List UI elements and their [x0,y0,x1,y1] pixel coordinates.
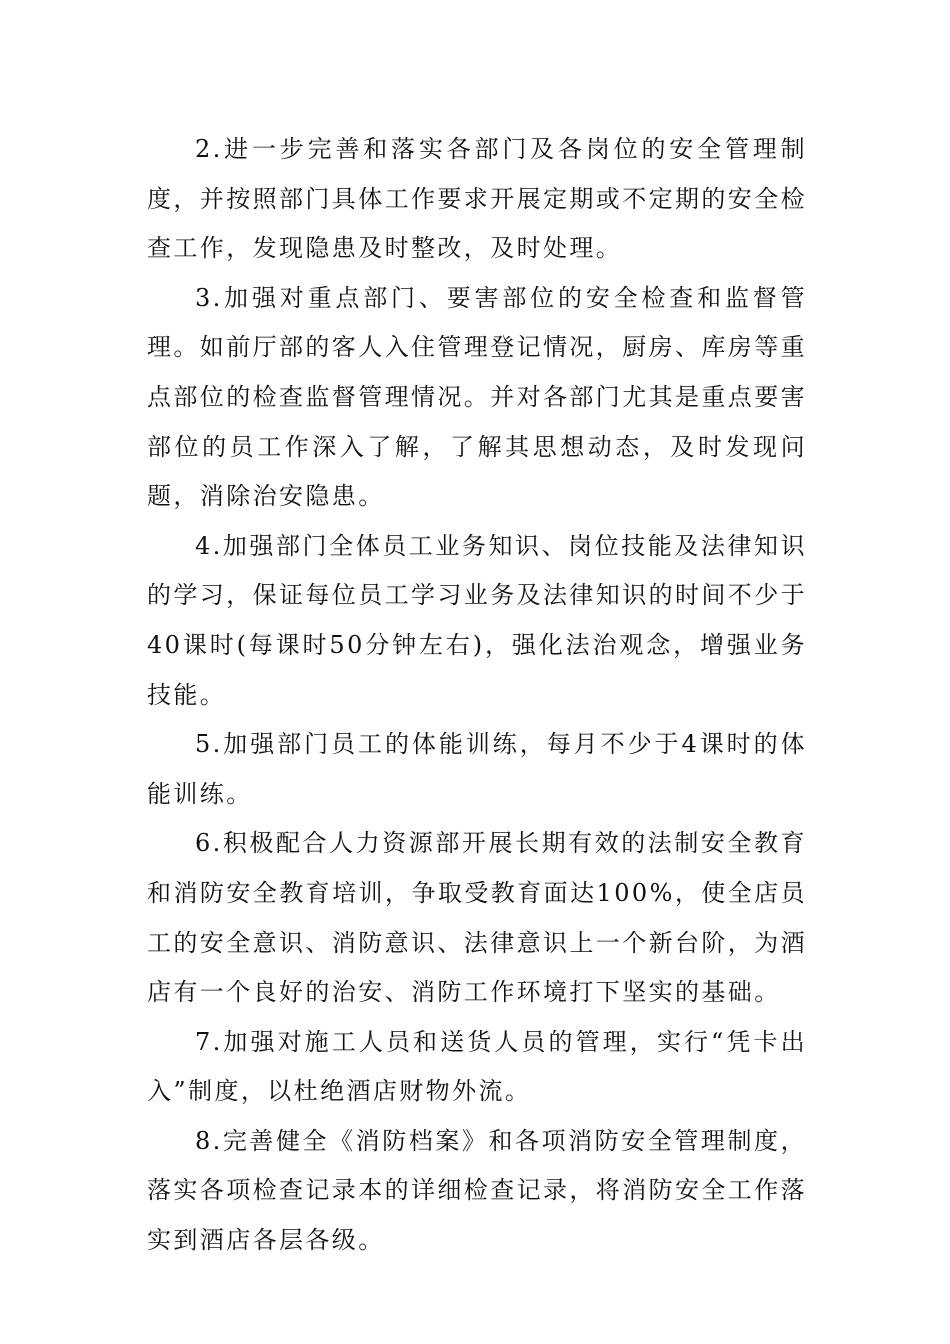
document-body [147,125,807,1266]
paragraph-item-8: 8.完善健全《消防档案》和各项消防安全管理制度，落实各项检查记录本的详细检查记录，将消防安全工作落实到酒店各层各级。 [147,1126,807,1255]
paragraph-item-7: 7.加强对施工人员和送货人员的管理，实行“凭卡出入”制度，以杜绝酒店财物外流。 [147,1027,807,1106]
paragraph-item-4: 4.加强部门全体员工业务知识、岗位技能及法律知识的学习，保证每位员工学习业务及法律知识的时间不少于40课时(每课时50分钟左右)，强化法治观念，增强业务技能。 [147,531,807,709]
paragraph-item-6: 6.积极配合人力资源部开展长期有效的法制安全教育和消防安全教育培训，争取受教育面达100%，使全店员工的安全意识、消防意识、法律意识上一个新台阶，为酒店有一个良好的治安、消防工作环境打下坚实的基础。 [147,829,807,1007]
paragraph-item-3: 3.加强对重点部门、要害部位的安全检查和监督管理。如前厅部的客人入住管理登记情况，厨房、库房等重点部位的检查监督管理情况。并对各部门尤其是重点要害部位的员工作深入了解，了解其思想动态，及时发现问题，消除治安隐患。 [147,283,807,511]
paragraph-item-2: 2.进一步完善和落实各部门及各岗位的安全管理制度，并按照部门具体工作要求开展定期或不定期的安全检查工作，发现隐患及时整改，及时处理。 [147,135,807,263]
paragraph-item-5: 5.加强部门员工的体能训练，每月不少于4课时的体能训练。 [147,730,807,808]
